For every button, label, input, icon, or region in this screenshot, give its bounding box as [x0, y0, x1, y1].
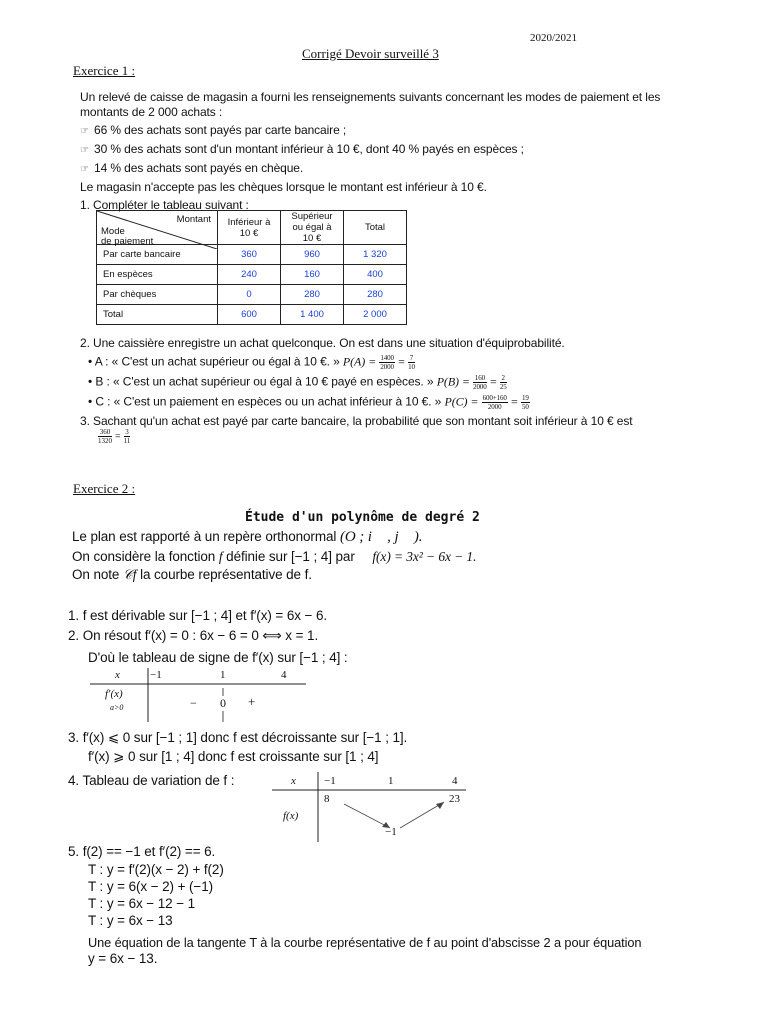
table-cell: 2 000	[344, 305, 407, 325]
step-3-line-2: f′(x) ⩾ 0 sur [1 ; 4] donc f est croissante sur [1 ; 4]	[88, 749, 379, 764]
ex1-question-2: 2. Une caissière enregistre un achat quelconque. On est dans une situation d'équiprobabilité.	[80, 336, 565, 350]
ex1-intro-line1: Un relevé de caisse de magasin a fourni les renseignements suivants concernant les modes de paiement et les	[80, 90, 661, 104]
step-2-sign-intro: D'où le tableau de signe de f′(x) sur [−1 ; 4] :	[88, 650, 348, 665]
step-4: 4. Tableau de variation de f :	[68, 773, 235, 788]
ex1-note: Le magasin n'accepte pas les chèques lorsque le montant est inférieur à 10 €.	[80, 180, 487, 194]
table-cell: 960	[281, 245, 344, 265]
page-title: Corrigé Devoir surveillé 3	[302, 46, 439, 61]
variation-fx-label: f(x)	[283, 810, 299, 822]
ex2-subtitle: Étude d'un polynôme de degré 2	[245, 510, 480, 525]
table-cell: 360	[218, 245, 281, 265]
tangent-line-1: T : y = f′(2)(x − 2) + f(2)	[88, 862, 224, 877]
table-row	[97, 265, 407, 285]
sign-table-x-label: x	[115, 669, 120, 681]
row-label: En espèces	[97, 265, 218, 285]
hand-pointer-icon: ☞	[80, 164, 89, 175]
table-cell: 400	[344, 265, 407, 285]
table-row	[97, 285, 407, 305]
table-corner-cell	[97, 211, 218, 245]
table-cell: 600	[218, 305, 281, 325]
sign-plus: +	[248, 694, 256, 709]
sign-table-x3: 4	[281, 669, 287, 681]
corner-bottom-label: Mode de paiement	[101, 226, 154, 247]
corner-top-label: Montant	[176, 214, 211, 225]
step-3-line-1: 3. f′(x) ⩽ 0 sur [−1 ; 1] donc f est décroissante sur [−1 ; 1].	[68, 730, 408, 745]
ex1-answer-3: $\frac{360}{1320}$ = $\frac{3}{11}$	[98, 428, 131, 445]
variation-x2: 1	[388, 775, 394, 787]
sign-zero: 0	[220, 696, 226, 710]
variation-x3: 4	[452, 775, 458, 787]
variation-top-right: 23	[449, 793, 460, 805]
ex1-bullet-2: ☞ 30 % des achats sont d'un montant inférieur à 10 €, dont 40 % payés en espèces ;	[80, 142, 524, 156]
variation-table	[272, 772, 472, 842]
col-header-total: Total	[344, 211, 407, 245]
ex1-intro-line2: montants de 2 000 achats :	[80, 105, 223, 119]
sign-table-x2: 1	[220, 669, 226, 681]
ex1-question-3: 3. Sachant qu'un achat est payé par carte bancaire, la probabilité que son montant soit inférieur à 10 € est	[80, 414, 633, 428]
sign-minus: −	[190, 696, 197, 710]
sign-table-sub-label: a>0	[110, 703, 124, 712]
ex2-line-3: On note 𝒞f la courbe représentative de f.	[72, 567, 312, 582]
sign-table-x1: −1	[150, 669, 162, 681]
table-cell: 160	[281, 265, 344, 285]
event-a: • A : « C'est un achat supérieur ou égal à 10 €. » P(A) = $\frac{1400}{2000}$ = $\frac{7}{10}$	[88, 354, 415, 371]
school-year: 2020/2021	[530, 32, 578, 44]
event-c: • C : « C'est un paiement en espèces ou un achat inférieur à 10 €. » P(C) = $\frac{600+160}{2000}$ = $\frac{19}{50}$	[88, 394, 529, 411]
step-1: 1. f est dérivable sur [−1 ; 4] et f′(x) = 6x − 6.	[68, 608, 328, 623]
tangent-line-4: T : y = 6x − 13	[88, 913, 173, 928]
hand-pointer-icon: ☞	[80, 145, 89, 156]
event-b: • B : « C'est un achat supérieur ou égal à 10 € payé en espèces. » P(B) = $\frac{160}{2000}$ = $\frac{2}{25}$	[88, 374, 507, 391]
variation-top-left: 8	[324, 793, 330, 805]
step-5: 5. f(2) == −1 et f′(2) == 6.	[68, 844, 216, 859]
conclusion-line-2: y = 6x − 13.	[88, 951, 158, 966]
sign-table-fp-label: f′(x)	[105, 688, 123, 700]
table-cell: 280	[344, 285, 407, 305]
row-label: Par chèques	[97, 285, 218, 305]
col-header-under-10: Inférieur à 10 €	[218, 211, 281, 245]
table-cell: 240	[218, 265, 281, 285]
conclusion-line-1: Une équation de la tangente T à la courbe représentative de f au point d'abscisse 2 a pour équation	[88, 935, 642, 950]
ex1-bullet-3: ☞ 14 % des achats sont payés en chèque.	[80, 161, 304, 175]
col-header-over-10: Supérieur ou égal à 10 €	[281, 211, 344, 245]
tangent-line-3: T : y = 6x − 12 − 1	[88, 896, 196, 911]
table-cell: 280	[281, 285, 344, 305]
row-label: Par carte bancaire	[97, 245, 218, 265]
table-row	[97, 305, 407, 325]
table-cell: 1 320	[344, 245, 407, 265]
ex2-line-2: On considère la fonction f définie sur [−1 ; 4] par f(x) = 3x² − 6x − 1.	[72, 549, 477, 564]
table-cell: 1 400	[281, 305, 344, 325]
variation-x1: −1	[324, 775, 336, 787]
hand-pointer-icon: ☞	[80, 126, 89, 137]
step-2: 2. On résout f′(x) = 0 : 6x − 6 = 0 ⟺ x = 1.	[68, 628, 319, 643]
tangent-line-2: T : y = 6(x − 2) + (−1)	[88, 879, 214, 894]
payment-table	[96, 210, 407, 325]
ex1-bullet-1: ☞ 66 % des achats sont payés par carte bancaire ;	[80, 123, 347, 137]
ex2-line-1: Le plan est rapporté à un repère orthonormal (O ; i⃗ , j⃗ ).	[72, 529, 423, 545]
row-label: Total	[97, 305, 218, 325]
table-cell: 0	[218, 285, 281, 305]
variation-min: −1	[385, 826, 397, 838]
exercise-2-heading: Exercice 2 :	[73, 481, 136, 496]
exercise-1-heading: Exercice 1 :	[73, 63, 136, 78]
ex1-question-1: 1. Compléter le tableau suivant :	[80, 198, 249, 212]
variation-x-label: x	[291, 775, 296, 787]
